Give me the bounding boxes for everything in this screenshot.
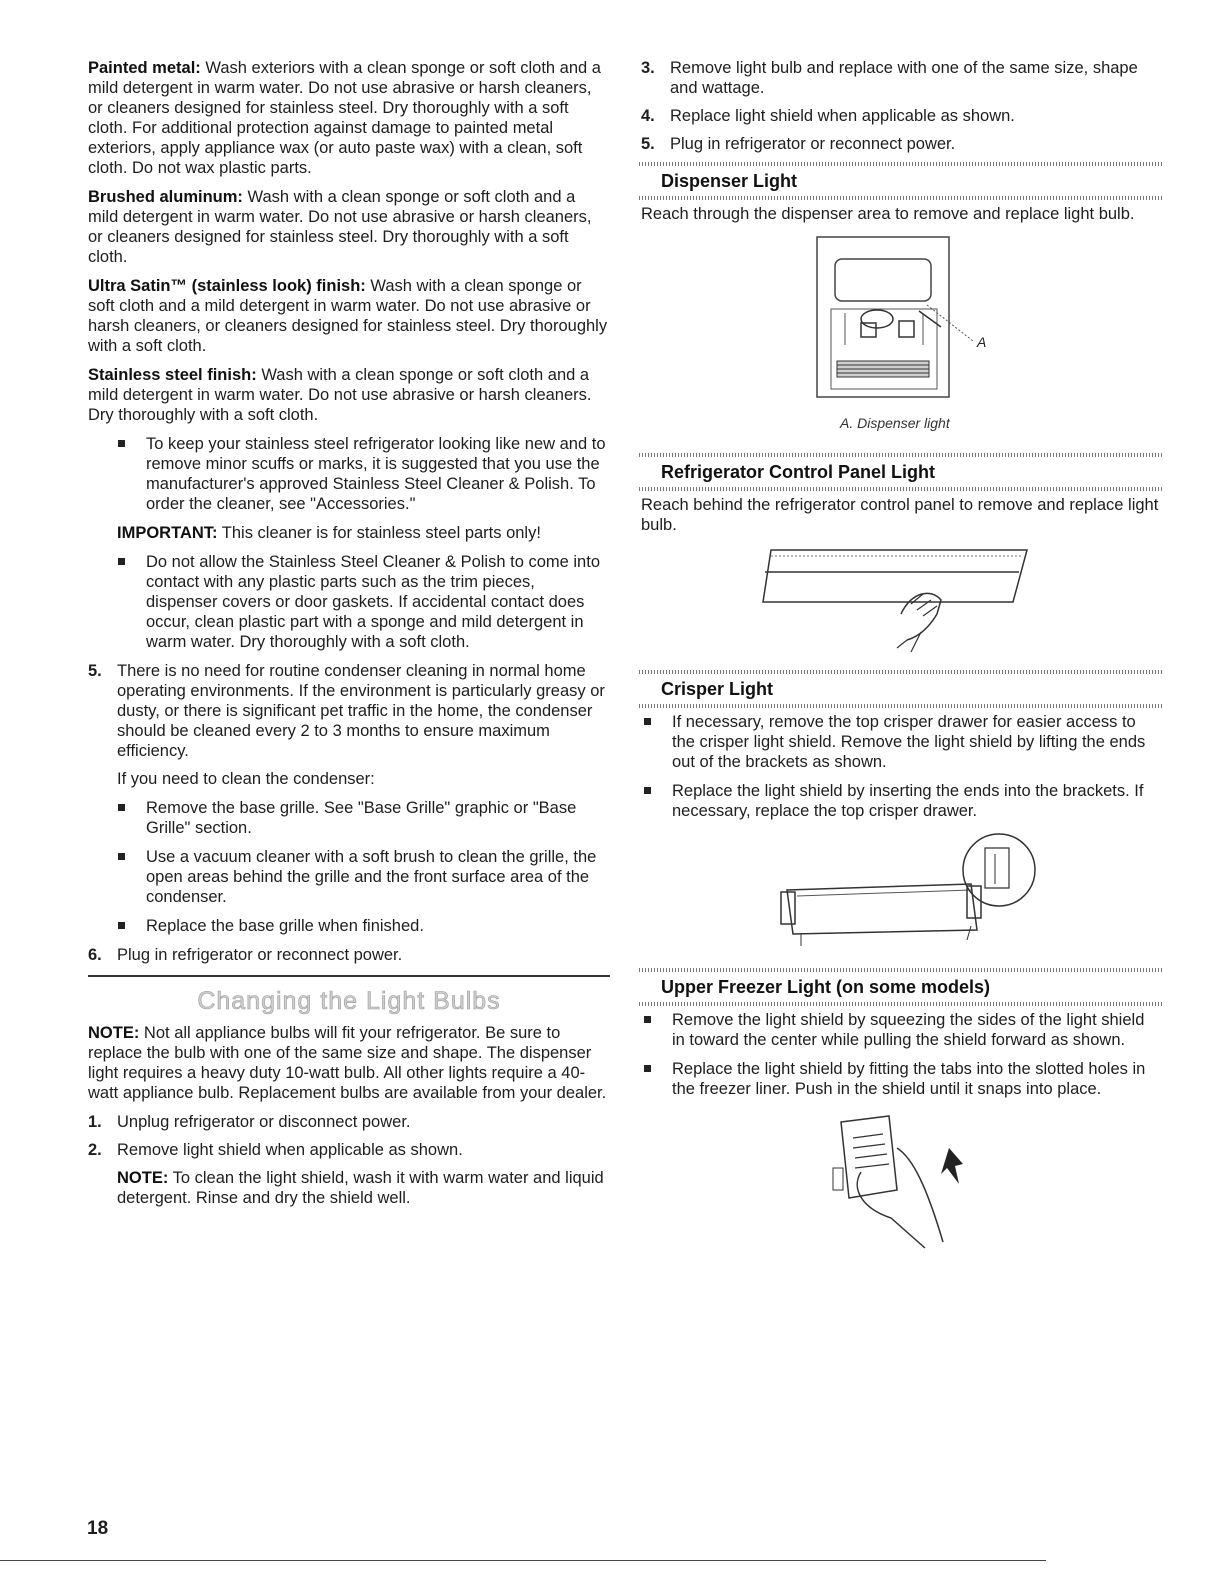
note-paragraph xyxy=(88,1023,610,1103)
crisper-light-heading: Crisper Light xyxy=(661,679,774,699)
step-number: 5. xyxy=(88,662,102,680)
section-title: Changing the Light Bulbs xyxy=(197,987,501,1015)
painted-metal-text: Wash exteriors with a clean sponge or soft cloth and a mild detergent in warm water. Do not use abrasive or harsh cleaners, or cleaners designed for stainless steel. Dry thoroughly with a soft cloth. For additional protection against damage to painted metal exteriors, apply appliance wax (or auto paste wax) with a clean, soft cloth. Do not wax plastic parts. xyxy=(88,59,601,177)
step-text: Replace light shield when applicable as shown. xyxy=(670,107,1015,125)
freezer-light-heading: Upper Freezer Light (on some models) xyxy=(661,977,991,997)
condenser-bullet-1: Remove the base grille. See "Base Grille" graphic or "Base Grille" section. xyxy=(88,798,610,838)
brushed-aluminum-text: Wash with a clean sponge or soft cloth and a mild detergent in warm water. Do not use abrasive or harsh cleaners, or cleaners designed for stainless steel. Dry thoroughly with a soft cloth. xyxy=(88,188,592,266)
crisper-light-header xyxy=(641,670,1161,708)
step-number: 4. xyxy=(641,107,655,125)
step-text: Plug in refrigerator or reconnect power. xyxy=(670,135,956,153)
note-text: Not all appliance bulbs will fit your refrigerator. Be sure to replace the bulb with one of the same size and shape. The dispenser light requires a heavy duty 10-watt bulb. All other lights require a 40-watt appliance bulb. Replacement bulbs are available from your dealer. xyxy=(88,1024,607,1102)
ultra-satin-text: Wash with a clean sponge or soft cloth and a mild detergent in warm water. Do not use abrasive or harsh cleaners, or cleaners designed for stainless steel. Dry thoroughly with a soft cloth. xyxy=(88,277,608,355)
control-panel-light-text: Reach behind the refrigerator control panel to remove and replace light bulb. xyxy=(641,496,1159,534)
control-panel-light-header xyxy=(641,453,1161,491)
step-2-remove-shield xyxy=(88,1140,610,1160)
freezer-light-illustration xyxy=(831,1108,981,1258)
step-number: 1. xyxy=(88,1113,102,1131)
painted-metal-paragraph xyxy=(88,58,610,178)
step-number: 3. xyxy=(641,59,655,77)
left-column xyxy=(88,58,610,1217)
note-clean-shield xyxy=(88,1168,610,1208)
hatch-rule xyxy=(639,670,1163,674)
crisper-bullet-1: If necessary, remove the top crisper drawer for easier access to the crisper light shield. Remove the light shield by lifting the ends out of the brackets as shown. xyxy=(641,712,1161,772)
important-label: IMPORTANT: xyxy=(117,524,218,542)
important-paragraph xyxy=(88,523,610,543)
step-6-plug-in xyxy=(88,945,610,965)
hatch-rule xyxy=(639,704,1163,708)
bullet-keep-new: To keep your stainless steel refrigerator looking like new and to remove minor scuffs or marks, it is suggested that you use the manufacturer's approved Stainless Steel Cleaner & Polish. To order the cleaner, see "Accessories." xyxy=(88,434,610,514)
dispenser-light-illustration xyxy=(811,233,1011,405)
right-column xyxy=(641,58,1161,1266)
freezer-bullet-1: Remove the light shield by squeezing the sides of the light shield in toward the center while pulling the shield forward as shown. xyxy=(641,1010,1161,1050)
ultra-satin-paragraph xyxy=(88,276,610,356)
crisper-bullet-2: Replace the light shield by inserting the ends into the brackets. If necessary, replace the top crisper drawer. xyxy=(641,781,1161,821)
page-number: 18 xyxy=(87,1518,109,1539)
stainless-steel-text: Wash with a clean sponge or soft cloth and a mild detergent in warm water. Do not use abrasive or harsh cleaners. Dry thoroughly with a soft cloth. xyxy=(88,366,592,424)
dispenser-light-text: Reach through the dispenser area to remove and replace light bulb. xyxy=(641,205,1135,223)
hatch-rule xyxy=(639,196,1163,200)
step-number: 6. xyxy=(88,946,102,964)
ultra-satin-label: Ultra Satin™ (stainless look) finish: xyxy=(88,277,366,295)
crisper-light-illustration xyxy=(771,830,1041,950)
bullet-no-contact: Do not allow the Stainless Steel Cleaner & Polish to come into contact with any plastic parts such as the trim pieces, dispenser covers or door gaskets. If accidental contact does occur, clean plastic part with a sponge and mild detergent in warm water. Dry thoroughly with a soft cloth. xyxy=(88,552,610,652)
dispenser-light-header xyxy=(641,162,1161,200)
step-5-plug-in xyxy=(641,134,1161,154)
freezer-light-header xyxy=(641,968,1161,1006)
section-divider xyxy=(88,975,610,977)
step-text: Remove light shield when applicable as shown. xyxy=(117,1141,463,1159)
brushed-aluminum-paragraph xyxy=(88,187,610,267)
step-3-replace-bulb xyxy=(641,58,1161,98)
step-text: There is no need for routine condenser cleaning in normal home operating environments. If the environment is particularly greasy or dusty, or there is significant pet traffic in the home, the condenser should be cleaned every 2 to 3 months to ensure maximum efficiency. xyxy=(117,662,605,760)
if-clean-condenser: If you need to clean the condenser: xyxy=(117,770,375,788)
dispenser-light-caption: A. Dispenser light xyxy=(840,415,950,431)
callout-letter: A xyxy=(977,334,987,350)
hatch-rule xyxy=(639,968,1163,972)
control-panel-light-illustration xyxy=(751,544,1051,654)
hatch-rule xyxy=(639,487,1163,491)
note-label: NOTE: xyxy=(88,1024,140,1042)
stainless-steel-paragraph xyxy=(88,365,610,425)
stainless-steel-label: Stainless steel finish: xyxy=(88,366,257,384)
step-text: Unplug refrigerator or disconnect power. xyxy=(117,1113,411,1131)
step-1-unplug xyxy=(88,1112,610,1132)
hatch-rule xyxy=(639,453,1163,457)
step-text: Remove light bulb and replace with one of the same size, shape and wattage. xyxy=(670,59,1138,97)
condenser-bullet-2: Use a vacuum cleaner with a soft brush to clean the grille, the open areas behind the grille and the front surface area of the condenser. xyxy=(88,847,610,907)
step-4-replace-shield xyxy=(641,106,1161,126)
hatch-rule xyxy=(639,1002,1163,1006)
step-number: 5. xyxy=(641,135,655,153)
condenser-bullet-3: Replace the base grille when finished. xyxy=(88,916,610,936)
note-label: NOTE: xyxy=(117,1169,169,1187)
bottom-rule xyxy=(0,1560,1046,1561)
freezer-bullet-2: Replace the light shield by fitting the tabs into the slotted holes in the freezer liner. Push in the shield until it snaps into place. xyxy=(641,1059,1161,1099)
hatch-rule xyxy=(639,162,1163,166)
painted-metal-label: Painted metal: xyxy=(88,59,201,77)
step-5-condenser xyxy=(88,661,610,761)
control-panel-light-heading: Refrigerator Control Panel Light xyxy=(661,462,936,482)
step-number: 2. xyxy=(88,1141,102,1159)
important-text: This cleaner is for stainless steel parts only! xyxy=(217,524,541,542)
step-text: Plug in refrigerator or reconnect power. xyxy=(117,946,403,964)
brushed-aluminum-label: Brushed aluminum: xyxy=(88,188,243,206)
note-text: To clean the light shield, wash it with warm water and liquid detergent. Rinse and dry the shield well. xyxy=(117,1169,604,1207)
dispenser-light-heading: Dispenser Light xyxy=(661,171,798,191)
